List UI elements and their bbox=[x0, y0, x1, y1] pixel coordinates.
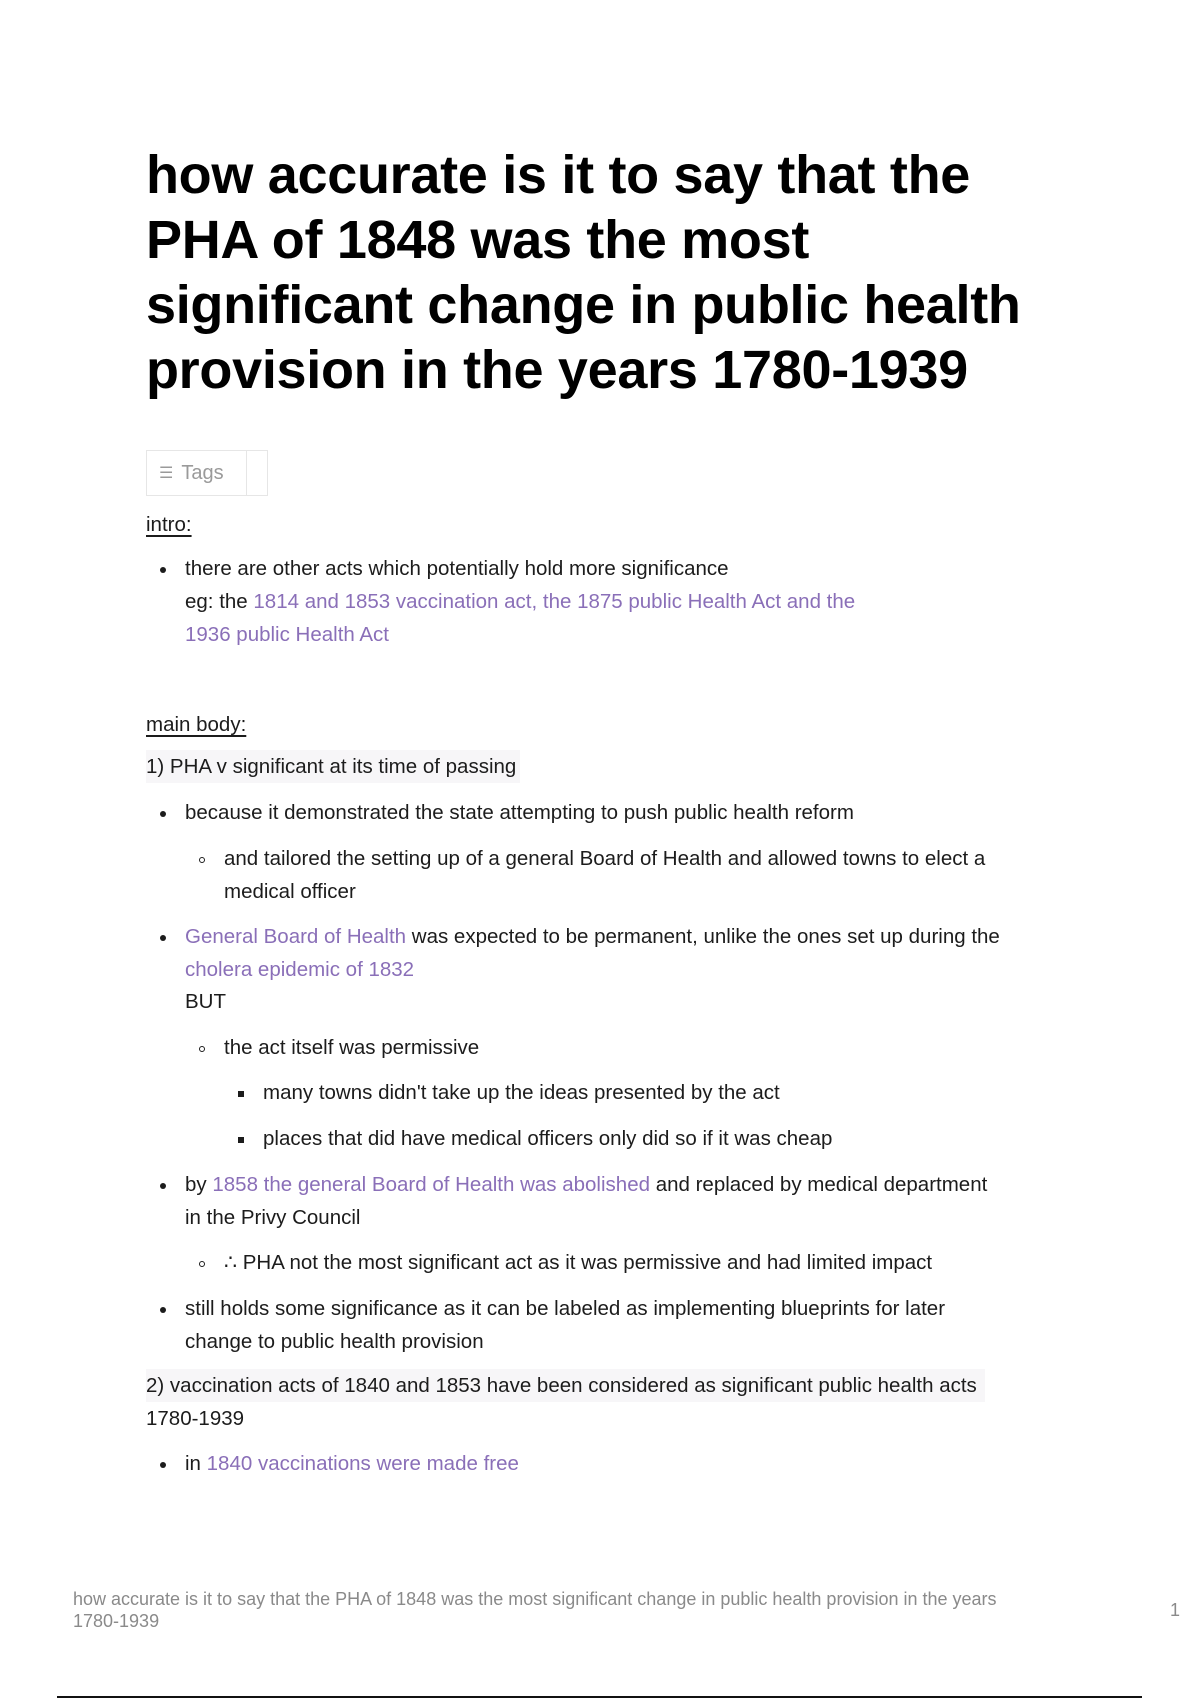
privy-council-text: in the Privy Council bbox=[185, 1206, 361, 1229]
but-text: BUT bbox=[185, 990, 226, 1013]
footer-title-line1: how accurate is it to say that the PHA of 1848 was the most significant change in public health provision in the years bbox=[73, 1589, 997, 1609]
bullet-square bbox=[238, 1137, 244, 1143]
bullet-dot bbox=[160, 811, 166, 817]
tags-label: Tags bbox=[181, 461, 224, 484]
bullet-dot bbox=[160, 567, 166, 573]
bullet-abolished bbox=[185, 1168, 987, 1201]
sub-bullet-board-line2: medical officer bbox=[224, 880, 356, 903]
bullet-ring bbox=[199, 1261, 205, 1267]
vaccinations-highlight: 1840 vaccinations were made free bbox=[206, 1452, 519, 1475]
subsub-bullet-towns: many towns didn't take up the ideas presented by the act bbox=[263, 1081, 780, 1104]
page-footer bbox=[73, 1588, 1113, 1632]
bullet-dot bbox=[160, 1307, 166, 1313]
bullet-blueprints-line1: still holds some significance as it can be labeled as implementing blueprints for later bbox=[185, 1297, 946, 1320]
tags-cell[interactable] bbox=[147, 451, 247, 495]
paragraph-1: 1) PHA v significant at its time of passing bbox=[146, 750, 520, 783]
cholera-highlight: cholera epidemic of 1832 bbox=[185, 958, 415, 981]
bullet-blueprints-line2: change to public health provision bbox=[185, 1330, 484, 1353]
bullet-square bbox=[238, 1091, 244, 1097]
footer-title-line2: 1780-1939 bbox=[73, 1611, 160, 1631]
general-board-highlight: General Board of Health bbox=[185, 925, 407, 948]
bullet-dot bbox=[160, 935, 166, 941]
bullet-vaccinations-free bbox=[185, 1447, 519, 1480]
intro-bullet-line2 bbox=[185, 585, 855, 618]
bullet-ring bbox=[199, 1046, 205, 1052]
page-title: how accurate is it to say that the PHA of 1848 was the most significant change in public health provision in the years 1780-1939 bbox=[146, 145, 1021, 400]
paragraph-2-line1: 2) vaccination acts of 1840 and 1853 have been considered as significant public health acts bbox=[146, 1369, 985, 1402]
page-number: 1 bbox=[1169, 1600, 1180, 1620]
list-icon: ☰ bbox=[159, 465, 174, 482]
paragraph-2-line2: 1780-1939 bbox=[146, 1407, 245, 1430]
sub-bullet-conclusion: ∴ PHA not the most significant act as it was permissive and had limited impact bbox=[224, 1251, 933, 1274]
general-board-rest: was expected to be permanent, unlike the ones set up during the bbox=[406, 925, 1000, 948]
bullet-dot bbox=[160, 1183, 166, 1189]
main-heading: main body: bbox=[146, 713, 247, 736]
page-divider bbox=[57, 1696, 1142, 1698]
intro-highlight-line3: 1936 public Health Act bbox=[185, 623, 389, 646]
bullet-ring bbox=[199, 857, 205, 863]
bullet-state-reform: because it demonstrated the state attempting to push public health reform bbox=[185, 801, 854, 824]
abolished-rest: and replaced by medical department bbox=[650, 1173, 988, 1196]
sub-bullet-permissive: the act itself was permissive bbox=[224, 1036, 480, 1059]
intro-heading: intro: bbox=[146, 513, 192, 536]
abolished-highlight: 1858 the general Board of Health was abolished bbox=[212, 1173, 650, 1196]
vaccinations-prefix: in bbox=[185, 1452, 207, 1475]
bullet-dot bbox=[160, 1462, 166, 1468]
intro-bullet-prefix: eg: the bbox=[185, 590, 254, 613]
tags-property[interactable] bbox=[146, 450, 268, 496]
intro-bullet-line1: there are other acts which potentially hold more significance bbox=[185, 557, 729, 580]
bullet-general-board bbox=[185, 920, 1000, 953]
sub-bullet-board-line1: and tailored the setting up of a general Board of Health and allowed towns to elect a bbox=[224, 847, 986, 870]
abolished-prefix: by bbox=[185, 1173, 213, 1196]
intro-highlight: 1814 and 1853 vaccination act, the 1875 public Health Act and the bbox=[253, 590, 856, 613]
subsub-bullet-cheap: places that did have medical officers only did so if it was cheap bbox=[263, 1127, 833, 1150]
